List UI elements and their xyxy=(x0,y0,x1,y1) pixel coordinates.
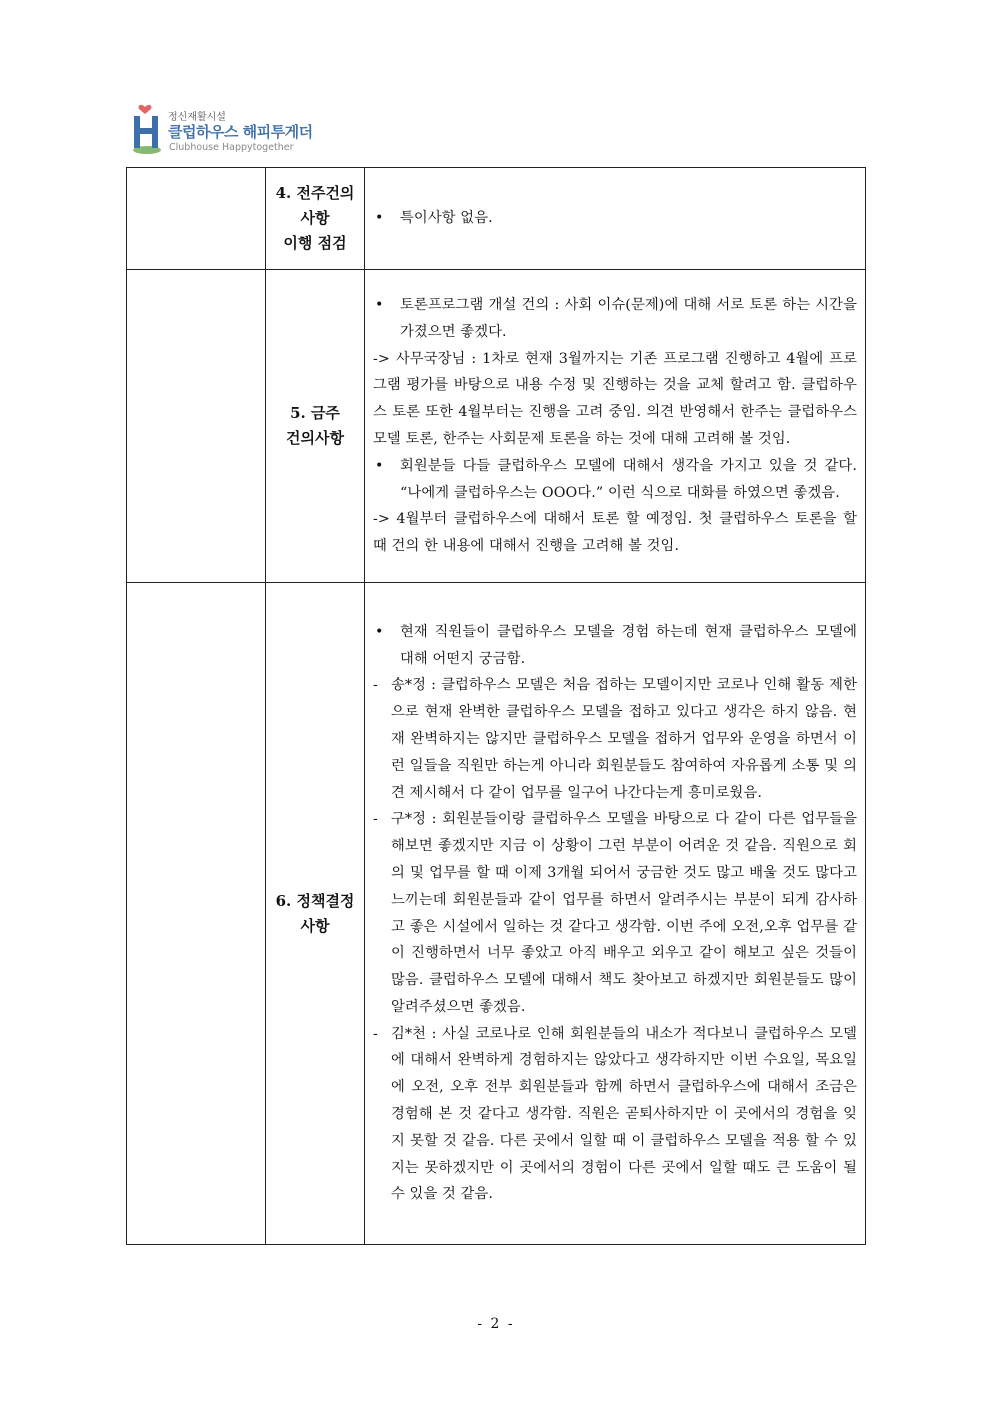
reply-item: -> 4월부터 클럽하우스에 대해서 토론 할 예정임. 첫 클럽하우스 토론을 할 때 건의 한 내용에 대해서 진행을 고려해 볼 것임. xyxy=(373,511,857,555)
clubhouse-logo-icon xyxy=(128,104,166,156)
bullet-item: • 회원분들 다들 클럽하우스 모델에 대해서 생각을 가지고 있을 것 같다. “나에게 클럽하우스는 OOO다.” 이런 식으로 대화를 하였으면 좋겠음. xyxy=(373,453,857,507)
row-content xyxy=(365,168,866,270)
org-name-en: Clubhouse Happytogether xyxy=(169,142,294,153)
row-label xyxy=(266,168,365,270)
row-label-line: 사항 xyxy=(300,916,330,935)
row-content xyxy=(365,270,866,583)
page-number: - 2 - xyxy=(477,1316,515,1332)
org-logo xyxy=(128,104,348,156)
reply-item: -> 사무국장님 : 1차로 현재 3월까지는 기존 프로그램 진행하고 4월에 프로그램 평가를 바탕으로 내용 수정 및 진행하는 것을 교체 할려고 함. 클럽하우스 토론 또한 4월부터는 진행을 고려 중임. 의견 반영해서 한주는 클럽하우스 모델 토론, 한주는 사회문제 토론을 하는 것에 대해 고려해 볼 것임. xyxy=(373,350,857,447)
dash-marker: - xyxy=(373,677,378,694)
bullet-item: • 현재 직원들이 클럽하우스 모델을 경험 하는데 현재 클럽하우스 모델에 대해 어떤지 궁금함. xyxy=(373,619,857,673)
row-label-line: 6. 정책결정 xyxy=(275,891,355,910)
table-row xyxy=(127,168,866,270)
comment-text: 구*정 : 회원분들이랑 클럽하우스 모델을 바탕으로 다 같이 다른 업무들을 해보면 좋겠지만 지금 이 상황이 그런 부분이 어려운 것 같음. 직원으로 회의 및 업무를 할 때 이제 3개월 되어서 궁금한 것도 많고 배울 것도 많다고 느끼는데 회원분들과 같이 업무를 하면서 알려주시는 부분이 되게 감사하고 좋은 시설에서 일하는 것 같다고 생각함. 이번 주에 오전,오후 업무를 같이 진행하면서 너무 좋았고 아직 배우고 외우고 같이 해보고 싶은 것들이 많음. 클럽하우스 모델에 대해서 책도 찾아보고 하겠지만 회원분들도 많이 알려주셨으면 좋겠음. xyxy=(391,811,857,1015)
org-subtitle: 정신재활시설 xyxy=(168,112,226,123)
comment-text: 송*정 : 클럽하우스 모델은 처음 접하는 모델이지만 코로나 인해 활동 제한으로 현재 완벽한 클럽하우스 모델을 접하고 있다고 생각은 하지 않음. 현재 완벽하지는 않지만 클럽하우스 모델을 접하거 업무와 운영을 하면서 이런 일들을 직원만 하는게 아니라 회원분들도 참여하여 자유롭게 소통 및 의견 제시해서 다 같이 업무를 일구어 나간다는게 흥미로웠음. xyxy=(391,677,857,801)
row-content xyxy=(365,583,866,1245)
staff-comment xyxy=(373,672,857,806)
row-label-line: 사항 xyxy=(300,209,330,227)
bullet-item: • 특이사항 없음. xyxy=(373,205,857,232)
row-label-line: 5. 금주 xyxy=(290,404,340,422)
staff-comment xyxy=(373,1021,857,1209)
row-label-line: 이행 점검 xyxy=(283,234,347,252)
empty-cell xyxy=(127,168,266,270)
meeting-minutes-table xyxy=(126,167,866,1245)
row-label xyxy=(266,270,365,583)
bullet-item: • 토론프로그램 개설 건의 : 사회 이슈(문제)에 대해 서로 토론 하는 시간을 가졌으면 좋겠다. xyxy=(373,292,857,346)
empty-cell xyxy=(127,270,266,583)
row-label-line: 건의사항 xyxy=(286,429,344,447)
comment-text: 김*천 : 사실 코로나로 인해 회원분들의 내소가 적다보니 클럽하우스 모델에 대해서 완벽하게 경험하지는 않았다고 생각하지만 이번 수요일, 목요일에 오전, 오후 전부 회원분들과 함께 하면서 클럽하우스에 대해서 조금은 경험해 본 것 같다고 생각함. 직원은 곧퇴사하지만 이 곳에서의 경험을 잊지 못할 것 같음. 다른 곳에서 일할 때 이 클럽하우스 모델을 적용 할 수 있지는 못하겠지만 이 곳에서의 경험이 다른 곳에서 일할 때도 큰 도움이 될 수 있을 것 같음. xyxy=(391,1025,857,1203)
table-row xyxy=(127,270,866,583)
table-row xyxy=(127,583,866,1245)
row-label-line: 4. 전주건의 xyxy=(275,184,355,202)
org-name: 클럽하우스 해피투게더 xyxy=(168,123,313,141)
dash-marker: - xyxy=(373,811,378,828)
staff-comment xyxy=(373,806,857,1020)
empty-cell xyxy=(127,583,266,1245)
dash-marker: - xyxy=(373,1025,378,1042)
row-label xyxy=(266,583,365,1245)
